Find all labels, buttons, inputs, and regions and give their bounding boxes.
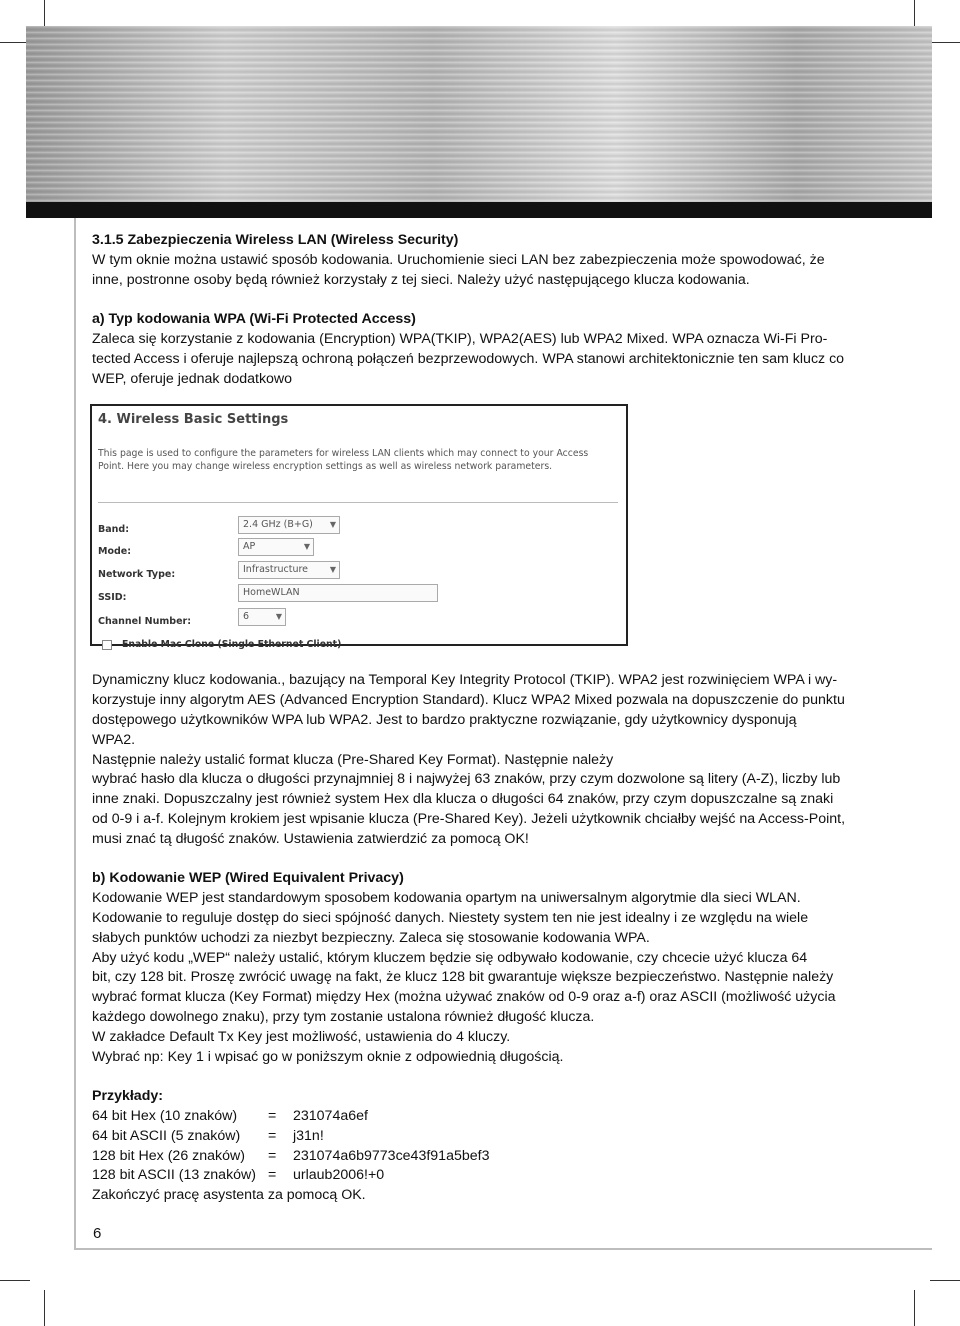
figure-title: 4. Wireless Basic Settings [98,412,289,428]
channel-value: 6 [243,611,250,623]
band-row [98,516,618,538]
network-type-row [98,561,618,583]
mac-clone-row [102,635,341,656]
crop-mark [44,1290,45,1326]
crop-mark [0,1280,30,1281]
examples-title: Przykłady: [92,1088,163,1105]
text-line: tected Access i oferuje najlepszą ochroną połączeń bezprzewodowych. WPA stanowi architektonicznie ten sam klucz co [92,350,845,367]
chevron-down-icon: ▼ [275,612,282,622]
example-value: j31n! [293,1127,324,1144]
left-margin-rule [74,218,76,1250]
text-line: każdego dowolnego znaku), przy tym zostanie ustalona również długość klucza. [92,1008,595,1025]
text-line: Kodowanie WEP jest standardowym sposobem kodowania opartym na uniwersalnym algorytmie dla sieci WLAN. [92,890,801,907]
text-line: od 0-9 i a-f. Kolejnym krokiem jest wpisanie klucza (Pre-Shared Key). Jeżeli użytkownik chciałby wejść na Access-Point, [92,810,846,827]
text-line: wybrać format klucza (Key Format) między Hex (można używać znaków od 0-9 oraz a-f) oraz ASCII (możliwość użycia [92,989,836,1006]
text-line: wybrać hasło dla klucza o długości przynajmniej 8 i najwyżej 63 znaków, przy czym dozwolone są litery (A-Z), liczby lub [92,771,841,788]
ssid-row [98,584,618,606]
figure-description: This page is used to configure the parameters for wireless LAN clients which may connect to your Access Point. Here you may change wireless encryption settings as well as wireless network parameters. [98,448,589,472]
mode-label: Mode: [98,546,132,558]
mac-clone-checkbox[interactable] [102,640,112,650]
example-equals: = [268,1147,277,1164]
mode-row [98,538,618,560]
text-line: musi znać tą długość znaków. Ustawienia zatwierdzić za pomocą OK! [92,830,529,847]
example-key: 128 bit ASCII (13 znaków) [92,1167,257,1184]
text-line: W tym oknie można ustawić sposób kodowania. Uruchomienie sieci LAN bez zabezpieczenia może spowodować, że [92,251,825,268]
text-line: Następnie należy ustalić format klucza (Pre-Shared Key Format). Następnie należy [92,751,614,768]
example-row [92,1147,882,1167]
example-value: 231074a6b9773ce43f91a5bef3 [293,1147,490,1164]
section-heading: 3.1.5 Zabezpieczenia Wireless LAN (Wireless Security) [92,232,459,248]
text-line: Dynamiczny klucz kodowania., bazujący na Temporal Key Integrity Protocol (TKIP). WPA2 jest rozwinięciem WPA i wy- [92,672,838,689]
example-row [92,1166,882,1186]
mac-clone-label: Enable Mac Clone (Single Ethernet Client) [122,639,342,651]
text-line: WPA2. [92,731,136,748]
figure-container [92,389,882,671]
example-value: urlaub2006!+0 [293,1167,385,1184]
figure-divider [98,502,618,503]
band-select[interactable] [238,516,340,534]
example-key: 128 bit Hex (26 znaków) [92,1147,245,1164]
channel-label: Channel Number: [98,616,192,628]
example-equals: = [268,1127,277,1144]
example-equals: = [268,1167,277,1184]
crop-mark [914,1290,915,1326]
text-line: WEP, oferuje jednak dodatkowo [92,370,293,387]
text-line: Kodowanie to reguluje dostęp do sieci spójność danych. Niestety system ten nie jest idealny i ze względu na wiele [92,909,809,926]
closing-line: Zakończyć pracę asystenta za pomocą OK. [92,1187,366,1204]
chevron-down-icon: ▼ [329,565,336,575]
example-key: 64 bit ASCII (5 znaków) [92,1127,241,1144]
example-row [92,1107,882,1127]
ssid-label: SSID: [98,592,127,604]
mode-select[interactable] [238,538,314,556]
text-line: inne, postronne osoby będą również korzystały z tej sieci. Należy użyć następującego klucza kodowania. [92,271,750,288]
text-line: W zakładce Default Tx Key jest możliwość, ustawienia do 4 kluczy. [92,1028,511,1045]
example-equals: = [268,1107,277,1124]
band-value: 2.4 GHz (B+G) [243,519,313,531]
channel-select[interactable] [238,608,286,626]
chevron-down-icon: ▼ [303,542,310,552]
chevron-down-icon: ▼ [329,520,336,530]
text-line: inne znaki. Dopuszczalny jest również system Hex dla klucza o długości 64 znaków, przy czym dopuszczalne są znaki [92,791,834,808]
page-content [92,231,882,1206]
bottom-margin-rule [74,1248,932,1250]
band-label: Band: [98,524,130,536]
example-key: 64 bit Hex (10 znaków) [92,1107,238,1124]
text-line: Aby użyć kodu „WEP“ należy ustalić, którym kluczem będzie się odbywało kodowanie, czy chcecie użyć klucza 64 [92,949,808,966]
crop-mark [930,1280,960,1281]
brushed-metal-banner [26,26,932,202]
example-row [92,1127,882,1147]
mode-value: AP [243,541,256,553]
crop-mark [930,42,960,43]
network-type-label: Network Type: [98,569,176,581]
page-number: 6 [93,1225,102,1242]
banner-bar [26,202,932,218]
subsection-title-wep: b) Kodowanie WEP (Wired Equivalent Privacy) [92,870,404,887]
channel-row [98,608,618,630]
text-line: dostępowego użytkowników WPA lub WPA2. Jest to bardzo praktyczne rozwiązanie, gdy użytkownicy dysponują [92,711,797,728]
network-type-select[interactable] [238,561,340,579]
text-line: słabych punktów uchodzi za niezbyt bezpieczny. Zaleca się stosowanie kodowania WPA. [92,929,650,946]
ssid-input[interactable]: HomeWLAN [238,584,438,602]
text-line: bit, czy 128 bit. Proszę zwrócić uwagę na fakt, że klucz 128 bit gwarantuje większe bezpieczeństwo. Następnie należy [92,969,834,986]
example-value: 231074a6ef [293,1107,368,1124]
text-line: Wybrać np: Key 1 i wpisać go w poniższym oknie z odpowiednią długością. [92,1048,564,1065]
wireless-settings-screenshot [90,404,628,651]
text-line: Zaleca się korzystanie z kodowania (Encryption) WPA(TKIP), WPA2(AES) lub WPA2 Mixed. WPA oznacza Wi-Fi Pro- [92,330,828,347]
subsection-title-wpa: a) Typ kodowania WPA (Wi-Fi Protected Access) [92,311,416,328]
text-line: korzystuje inny algorytm AES (Advanced Encryption Standard). Klucz WPA2 Mixed pozwala na dopuszczenie do punktu [92,692,845,709]
network-type-value: Infrastructure [243,564,309,576]
